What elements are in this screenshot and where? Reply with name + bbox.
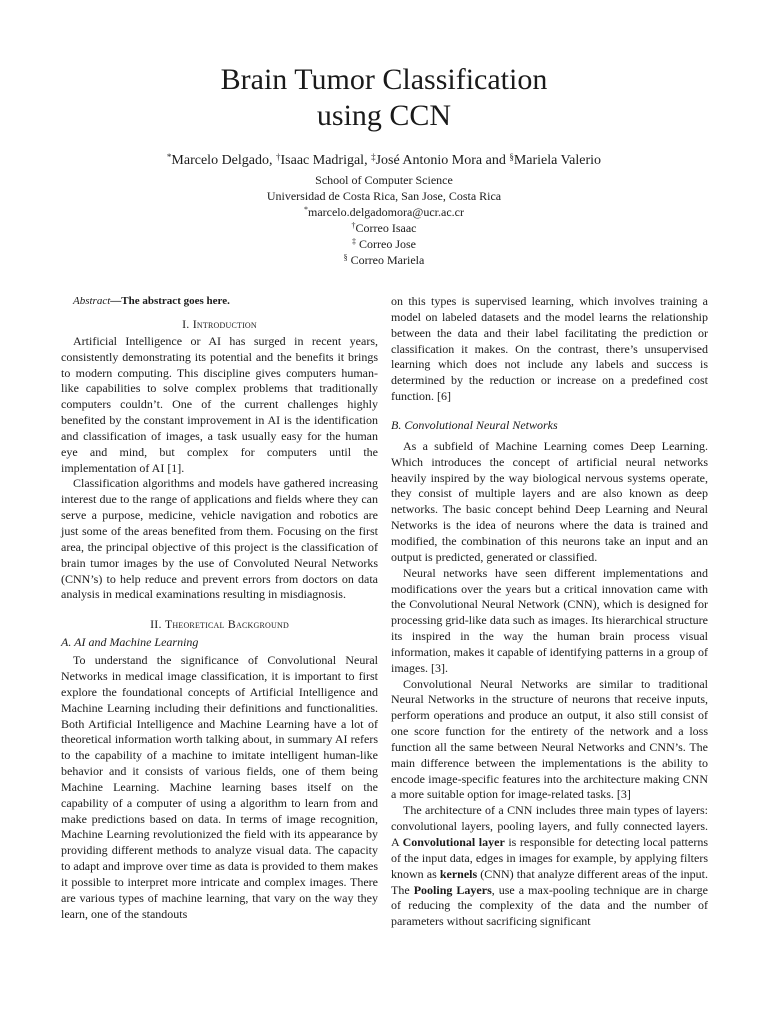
affiliation-university: Universidad de Costa Rica, San Jose, Costa Rica [266,189,502,203]
affiliation-contact-line [0,252,768,268]
section-title: Introduction [192,316,257,331]
section-number: I. [182,316,193,331]
paragraph: To understand the significance of Convolutional Neural Networks in medical image classification, it is important to first explore the foundational concepts of Artificial Intelligence and Machine Learning including their definitions and functionalities. Both Artificial Intelligence and Machine Learning have a lot of theoretical information worth talking about, in summary AI refers to the capability of a machine to imitate intelligent human-like behavior and it consists of various fields, one of them being Machine Learning. Machine learning bases itself on the capability of a computer of using a algorithm to learn from and make predictions based on data. In terms of image recognition, Machine Learning revolutionized the field with its appearance by providing different methods to analyze visual data. The capacity to adapt and improve over time as data is provided to them makes it possible to interpret more intricate and complex images. There are various types of machine learning, that vary on the way they learn, one of the standouts [61,653,378,921]
affiliation-contact: Correo Mariela [347,253,425,267]
author-name: Isaac Madrigal, [280,153,372,168]
affiliation-contact-line [0,236,768,252]
text-run: The architecture of a CNN includes three main types of layers: convolutional layers, pooling layers, and fully connected layers. A [391,803,708,849]
author-name: José Antonio Mora and [375,153,510,168]
title-line-1: Brain Tumor Classification [220,63,548,96]
term-kernels: kernels [439,866,478,881]
author-mark: † [276,152,281,162]
paragraph-continued: on this types is supervised learning, which involves training a model on labeled datasets and the model learns the relationship between the data and their label facilitating the prediction or classification it makes. On the contrast, there’s unsupervised learning which does not include any labels and success is determined by the reduction or increase on a predefined cost function. [6] [391,294,708,404]
abstract [61,294,378,310]
section-heading-background [61,616,378,632]
term-convolutional-layer: Convolutional layer [402,835,505,849]
affiliation-block [0,172,768,268]
author-name: Marcelo Delgado, [171,153,276,168]
text-run: , use a max-pooling technique are in charge of reducing the complexity of the data and the number of parameters without sacrificing significant [391,882,708,929]
text-run: (CNN) that analyze different areas of the input. The [391,866,708,897]
abstract-text: —The abstract goes here. [110,295,230,307]
affiliation-email-line [0,204,768,220]
author-mark: ‡ [371,152,376,162]
contact-mark: † [351,221,356,230]
contact-mark: ‡ [352,237,356,246]
author-list [0,153,768,169]
paragraph: Convolutional Neural Networks are similar to traditional Neural Networks in the structure of neurons that receive inputs, perform operations and produce an output, it also still consist of one score function for the entirety of the network and a loss function all the same between Neural Networks and CNN’s. The main difference between the implementations is the ability to encode image-specific features into the architecture making CNN a more suitable option for image-related tasks. [3] [391,676,708,802]
section-title: Theoretical Background [164,617,289,632]
paragraph: Neural networks have seen different implementations and modifications over the years but a critical innovation came with the Convolutional Neural Network (CNN), which is designed for processing grid-like data such as images. Its hierarchical structure its inspired in the way the human brain process visual information, makes it capable of identifying patterns in a group of images. [3]. [391,565,708,675]
paper-title [0,62,768,134]
paragraph: Classification algorithms and models have gathered increasing interest due to the range of applications and fields where they can serve a purpose, medicine, vehicle navigation and robotics are just some of the areas benefited from them. Focusing on the first area, the principal objective of this project is the classification of brain tumor images by the use of Convoluted Neural Networks (CNN’s) to help reduce and prevent errors from doctors on data analysis in medical examinations resulting in misdiagnosis. [61,476,378,602]
abstract-label: Abstract [73,295,111,307]
right-column [391,294,708,930]
affiliation-contact: Correo Isaac [355,221,417,235]
paragraph [391,803,708,930]
subsection-heading-ai-ml: A. AI and Machine Learning [61,635,199,650]
author-mark: § [509,152,514,162]
affiliation-contact: Correo Jose [356,237,416,251]
spacer [61,603,378,610]
contact-mark: § [343,253,348,262]
author-name: Mariela Valerio [513,153,602,168]
section-number: II. [150,617,165,632]
text-run: is responsible for detecting local patterns of the input data, edges in images for example, by applying filters known as [391,835,708,881]
left-column [61,294,378,923]
author-mark: * [166,152,172,162]
email-mark: * [304,205,308,214]
affiliation-contact-line [0,220,768,236]
paragraph: As a subfield of Machine Learning comes Deep Learning. Which introduces the concept of artificial neural networks heavily inspired by the way biological nervous systems operate, they consist of multiple layers and are also known as deep networks. The basic concept behind Deep Learning and Neural Networks is the idea of neurons where the data is trained and modified, the combination of this neurons take an input and an output is predicted, generated or classified. [391,438,708,564]
title-line-2: using CCN [316,99,452,132]
subsection-heading-cnn: B. Convolutional Neural Networks [391,417,558,432]
paragraph: Artificial Intelligence or AI has surged in recent years, consistently demonstrating its potential and the benefits it brings to modern computing. This discipline gives computers human-like capabilities to solve complex problems that traditionally computers couldn’t. One of the current challenges highly benefited by the constant improvement in AI is the identification and classification of images, a task usually easy for the human eye and mind, but complex for computers until the implementation of AI [1]. [61,333,378,475]
section-heading-introduction [61,316,378,332]
affiliation-school: School of Computer Science [315,173,453,187]
affiliation-email: marcelo.delgadomora@ucr.ac.cr [308,205,464,219]
term-pooling-layers: Pooling Layers [413,882,492,897]
